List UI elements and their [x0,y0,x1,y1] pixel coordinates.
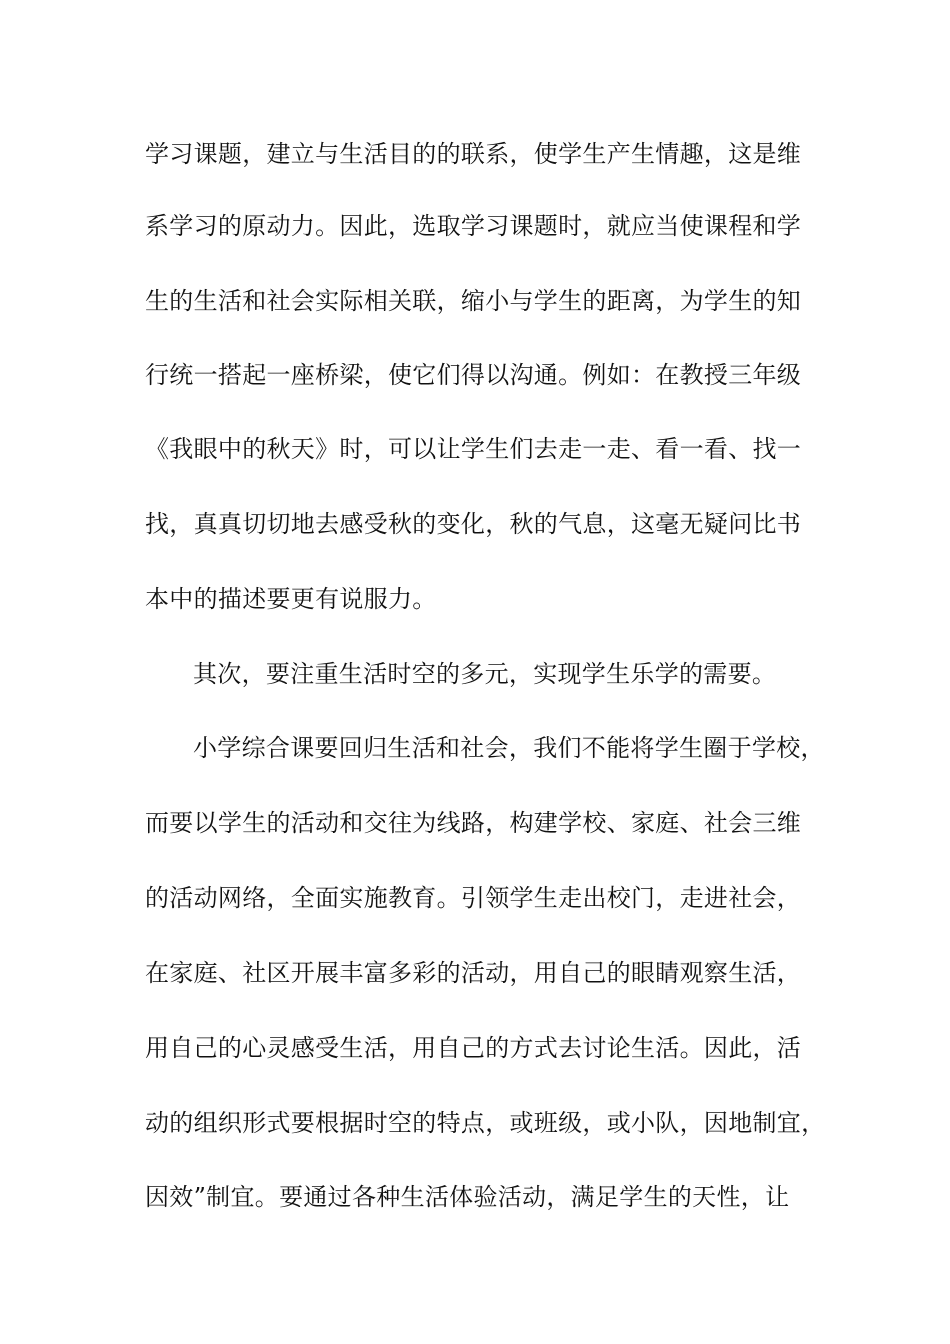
text-line-15: 因效”制宜。要通过各种生活体验活动，满足学生的天性，让 [145,1183,790,1211]
text-line-2: 系学习的原动力。因此，选取学习课题时，就应当使课程和学 [145,212,802,240]
text-line-9: 小学综合课要回归生活和社会，我们不能将学生圈于学校， [193,734,825,762]
text-line-5: 《我眼中的秋天》时，可以让学生们去走一走、看一看、找一 [145,435,802,463]
text-line-4: 行统一搭起一座桥梁，使它们得以沟通。例如：在教授三年级 [145,361,802,389]
text-line-10: 而要以学生的活动和交往为线路，构建学校、家庭、社会三维 [145,809,802,837]
text-line-11: 的活动网络，全面实施教育。引领学生走出校门，走进社会， [145,884,802,912]
text-line-12: 在家庭、社区开展丰富多彩的活动，用自己的眼睛观察生活， [145,959,802,987]
text-line-13: 用自己的心灵感受生活，用自己的方式去讨论生活。因此，活 [145,1034,802,1062]
text-line-7: 本中的描述要更有说服力。 [145,585,437,613]
text-line-3: 生的生活和社会实际相关联，缩小与学生的距离，为学生的知 [145,287,802,315]
text-line-1: 学习课题，建立与生活目的的联系，使学生产生情趣，这是维 [145,140,802,168]
text-line-6: 找，真真切切地去感受秋的变化，秋的气息，这毫无疑问比书 [145,510,802,538]
text-line-14: 动的组织形式要根据时空的特点，或班级，或小队，因地制宜， [145,1109,826,1137]
paragraph-heading: 其次，要注重生活时空的多元，实现学生乐学的需要。 [193,660,777,688]
